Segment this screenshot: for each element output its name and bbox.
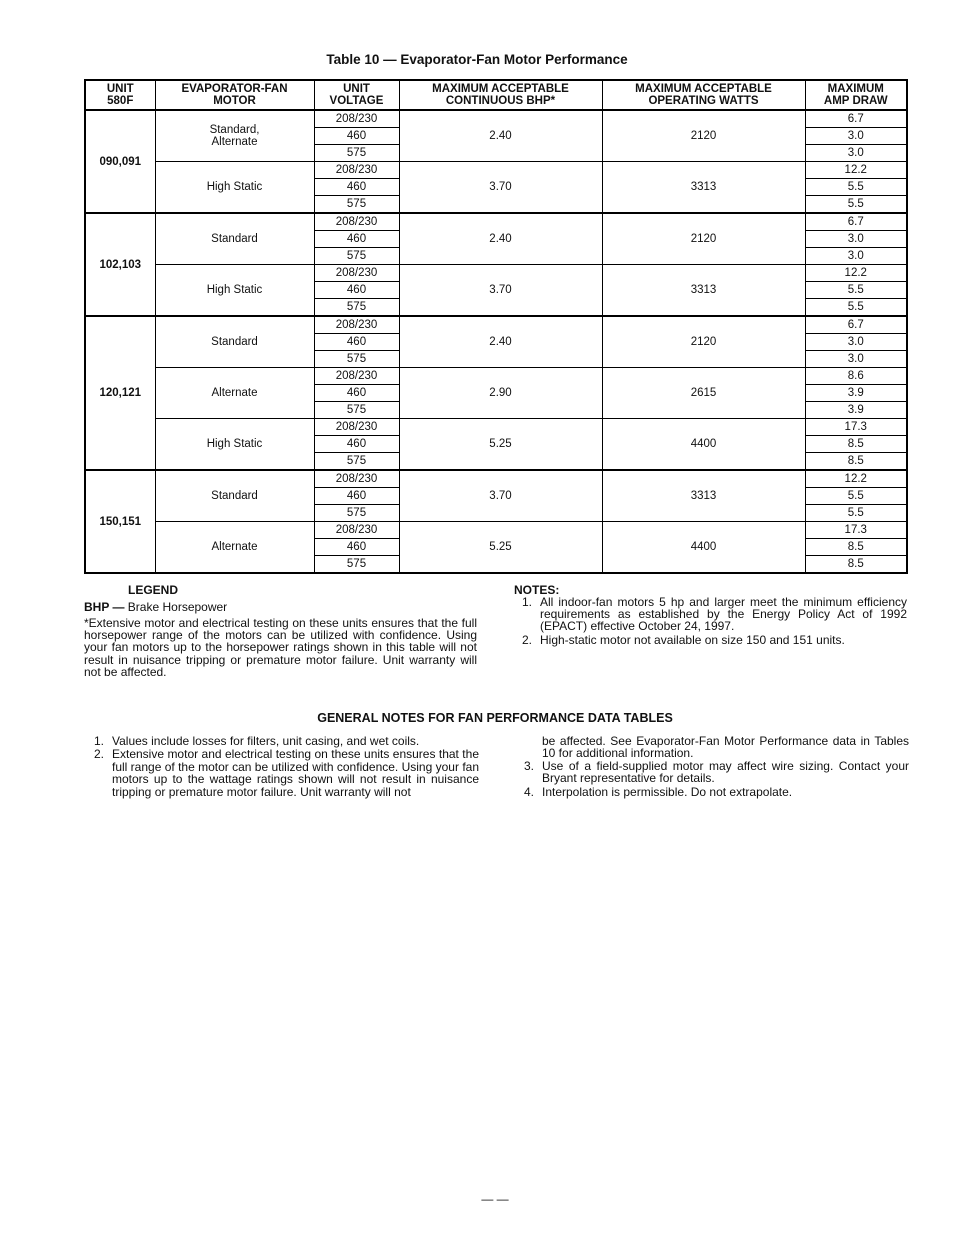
voltage-cell: 208/230 [314,368,399,385]
motor-performance-table [84,79,908,574]
unit-cell: 090,091 [85,110,155,213]
motor-cell: High Static [155,419,314,471]
header-amps: MAXIMUM AMP DRAW [805,80,907,110]
watts-cell: 4400 [602,419,805,471]
general-note-item: 4. Interpolation is permissible. Do not extrapolate. [524,784,793,799]
legend-bhp [84,600,227,614]
amps-cell: 5.5 [805,299,907,317]
amps-cell: 3.0 [805,231,907,248]
note-item: 2. High-static motor not available on size 150 and 151 units. [522,632,845,647]
bhp-cell: 5.25 [399,419,602,471]
voltage-cell: 460 [314,436,399,453]
amps-cell: 6.7 [805,316,907,334]
amps-cell: 5.5 [805,505,907,522]
watts-cell: 3313 [602,470,805,522]
motor-cell: Alternate [155,522,314,574]
voltage-cell: 460 [314,488,399,505]
notes-list [514,596,907,647]
voltage-cell: 575 [314,556,399,574]
voltage-cell: 208/230 [314,470,399,488]
voltage-cell: 460 [314,282,399,299]
table-row [85,419,907,436]
amps-cell: 17.3 [805,419,907,436]
unit-cell: 120,121 [85,316,155,470]
amps-cell: 8.5 [805,453,907,471]
legend-bhp-abbr: BHP — [84,600,125,614]
general-notes-title: GENERAL NOTES FOR FAN PERFORMANCE DATA TABLES [317,711,673,725]
bhp-cell: 2.40 [399,316,602,368]
table-row [85,470,907,488]
general-notes-right-column [516,735,909,799]
notes-title: NOTES: [514,583,560,597]
amps-cell: 6.7 [805,213,907,231]
voltage-cell: 208/230 [314,316,399,334]
amps-cell: 3.9 [805,385,907,402]
voltage-cell: 460 [314,231,399,248]
table-row [85,162,907,179]
general-note-item: 1. Values include losses for filters, unit casing, and wet coils. [94,734,420,748]
voltage-cell: 208/230 [314,265,399,282]
legend-bhp-definition: Brake Horsepower [127,600,228,614]
bhp-cell: 3.70 [399,265,602,317]
table-body [85,110,907,573]
watts-cell: 2120 [602,316,805,368]
amps-cell: 5.5 [805,488,907,505]
bhp-cell: 2.40 [399,213,602,265]
unit-cell: 102,103 [85,213,155,316]
header-voltage: UNIT VOLTAGE [314,80,399,110]
voltage-cell: 208/230 [314,522,399,539]
motor-cell: Standard [155,470,314,522]
table-row [85,213,907,231]
bhp-cell: 2.40 [399,110,602,162]
voltage-cell: 575 [314,248,399,265]
voltage-cell: 575 [314,351,399,368]
amps-cell: 3.9 [805,402,907,419]
motor-cell: Standard [155,213,314,265]
voltage-cell: 460 [314,539,399,556]
amps-cell: 17.3 [805,522,907,539]
amps-cell: 12.2 [805,470,907,488]
voltage-cell: 575 [314,453,399,471]
amps-cell: 8.5 [805,436,907,453]
note-item: 1. All indoor-fan motors 5 hp and larger meet the minimum efficiency requirements as established by the Energy Policy Act of 1992 (EPACT) effective October 24, 1997. [522,595,907,634]
amps-cell: 8.5 [805,556,907,574]
voltage-cell: 460 [314,128,399,145]
header-motor: EVAPORATOR-FAN MOTOR [155,80,314,110]
motor-cell: Alternate [155,368,314,419]
amps-cell: 8.5 [805,539,907,556]
motor-cell: High Static [155,265,314,317]
header-watts: MAXIMUM ACCEPTABLE OPERATING WATTS [602,80,805,110]
page-number: — — [481,1192,509,1206]
voltage-cell: 460 [314,334,399,351]
watts-cell: 4400 [602,522,805,574]
amps-cell: 3.0 [805,128,907,145]
watts-cell: 3313 [602,162,805,214]
legend-title: LEGEND [128,583,179,597]
unit-cell: 150,151 [85,470,155,573]
legend-footnote: *Extensive motor and electrical testing on these units ensures that the full horsepower range of the motors can be utilized with confidence. Using your fan motors up to the horsepower ratings shown in this table will not result in nuisance tripping or premature motor failure. Unit warranty will not be affected. [84,616,477,679]
general-note-item: 3. Use of a field-supplied motor may affect wire sizing. Contact your Bryant representative for details. [524,758,909,786]
motor-cell: Standard, Alternate [155,110,314,162]
header-bhp: MAXIMUM ACCEPTABLE CONTINUOUS BHP* [399,80,602,110]
amps-cell: 3.0 [805,334,907,351]
amps-cell: 3.0 [805,351,907,368]
voltage-cell: 208/230 [314,213,399,231]
watts-cell: 2120 [602,213,805,265]
voltage-cell: 575 [314,299,399,317]
amps-cell: 12.2 [805,265,907,282]
voltage-cell: 575 [314,402,399,419]
table-header-row [85,80,907,110]
motor-cell: Standard [155,316,314,368]
amps-cell: 5.5 [805,282,907,299]
voltage-cell: 575 [314,145,399,162]
voltage-cell: 575 [314,196,399,214]
table-row [85,265,907,282]
watts-cell: 2120 [602,110,805,162]
amps-cell: 12.2 [805,162,907,179]
table-row [85,110,907,128]
amps-cell: 5.5 [805,196,907,214]
general-notes-left-column [86,735,479,799]
table-title: Table 10 — Evaporator-Fan Motor Performance [326,52,628,67]
bhp-cell: 3.70 [399,162,602,214]
header-unit: UNIT 580F [85,80,155,110]
watts-cell: 3313 [602,265,805,317]
voltage-cell: 460 [314,179,399,196]
table-row [85,522,907,539]
general-note-continuation: be affected. See Evaporator-Fan Motor Performance data in Tables 10 for additional information. [542,734,909,761]
voltage-cell: 460 [314,385,399,402]
amps-cell: 5.5 [805,179,907,196]
amps-cell: 3.0 [805,145,907,162]
bhp-cell: 2.90 [399,368,602,419]
motor-cell: High Static [155,162,314,214]
amps-cell: 6.7 [805,110,907,128]
table-row [85,368,907,385]
voltage-cell: 208/230 [314,110,399,128]
amps-cell: 3.0 [805,248,907,265]
bhp-cell: 3.70 [399,470,602,522]
bhp-cell: 5.25 [399,522,602,574]
watts-cell: 2615 [602,368,805,419]
amps-cell: 8.6 [805,368,907,385]
voltage-cell: 208/230 [314,419,399,436]
voltage-cell: 575 [314,505,399,522]
voltage-cell: 208/230 [314,162,399,179]
general-note-item: 2. Extensive motor and electrical testing on these units ensures that the full range of the motor can be utilized with confidence. Using your fan motors up to the wattage ratings shown will not result in nuisance tripping or premature motor failure. Unit warranty will not [94,747,479,799]
table-row [85,316,907,334]
